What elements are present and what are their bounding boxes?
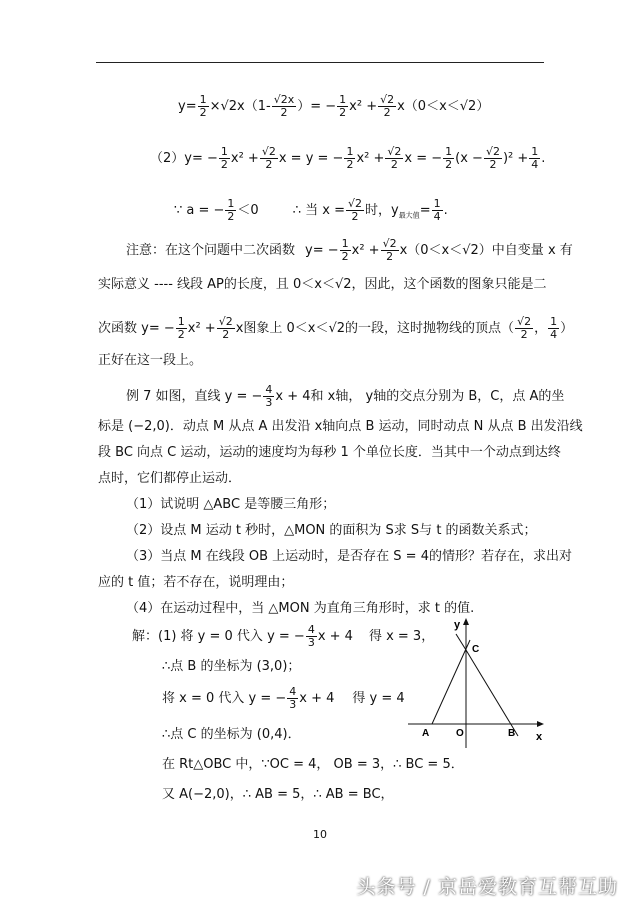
text: . <box>541 151 546 166</box>
subscript: 最大值 <box>398 211 420 220</box>
text: ×√2x（1- <box>209 99 271 114</box>
solution-line-1 <box>132 624 434 649</box>
numerator: 1 <box>433 197 441 210</box>
denominator: 3 <box>307 636 315 649</box>
fraction <box>263 384 274 409</box>
question-4: （4）在运动过程中，当 △MON 为直角三角形时，求 t 的值. <box>126 601 475 616</box>
note-line-1 <box>126 238 573 263</box>
denominator: 2 <box>386 250 394 263</box>
denominator: 2 <box>383 106 391 119</box>
numerator: 4 <box>289 685 297 698</box>
text: x = − <box>404 151 443 166</box>
fraction <box>529 146 540 171</box>
denominator: 2 <box>339 106 347 119</box>
text: 得 y = 4 <box>352 691 405 706</box>
text: 次函数 y= − <box>98 321 175 336</box>
label-x: x <box>536 731 543 743</box>
text: 得 x = 3， <box>368 629 435 644</box>
example-line-2: 标是 (−2,0)．动点 M 从点 A 出发沿 x轴向点 B 运动，同时动点 N 从点 B 出发沿线 <box>98 419 583 434</box>
fraction <box>340 238 351 263</box>
text: = <box>419 203 431 218</box>
note-line-2: 实际意义 ---- 线段 AP的长度，且 0＜x＜√2，因此，这个函数的图象只能是二 <box>98 277 547 292</box>
numerator: 1 <box>341 237 349 250</box>
fraction <box>381 238 399 263</box>
fraction <box>337 94 348 119</box>
denominator: 2 <box>341 250 349 263</box>
fraction <box>176 316 187 341</box>
fraction <box>378 94 396 119</box>
numerator: 1 <box>445 145 453 158</box>
numerator: √2 <box>382 237 397 250</box>
numerator: √2 <box>485 145 500 158</box>
equation-line-2 <box>150 146 545 171</box>
numerator: 1 <box>339 93 347 106</box>
numerator: 4 <box>265 383 273 396</box>
question-2: （2）设点 M 运动 t 秒时，△MON 的面积为 S求 S与 t 的函数关系式； <box>126 523 537 538</box>
x-axis-arrow <box>537 721 544 727</box>
denominator: 2 <box>220 158 228 171</box>
note-line-3 <box>98 316 573 341</box>
denominator: 2 <box>280 106 288 119</box>
denominator: 4 <box>433 210 441 223</box>
note-line-4: 正好在这一段上。 <box>98 353 203 368</box>
question-1: （1）试说明 △ABC 是等腰三角形； <box>126 497 336 512</box>
text: 例 7 如图，直线 y = − <box>126 389 263 404</box>
numerator: √2 <box>380 93 395 106</box>
fraction <box>287 686 298 711</box>
fraction <box>219 146 230 171</box>
denominator: 2 <box>177 328 185 341</box>
denominator: 4 <box>531 158 539 171</box>
fraction <box>198 94 209 119</box>
line-c-extension <box>456 634 466 650</box>
fraction <box>443 146 454 171</box>
text: ∴ 当 x = <box>292 203 345 218</box>
denominator: 2 <box>489 158 497 171</box>
question-3b: 应的 t 值；若不存在，说明理由； <box>98 575 294 590</box>
fraction <box>515 316 533 341</box>
equation-line-1 <box>178 94 489 119</box>
label-a: A <box>422 728 430 739</box>
text: ） <box>560 321 574 336</box>
denominator: 2 <box>520 328 528 341</box>
numerator: 1 <box>227 197 235 210</box>
text: x（0＜x＜√2） <box>397 99 490 114</box>
solution-line-2: ∴点 B 的坐标为 (3,0)； <box>162 659 301 674</box>
label-b: B <box>508 728 516 739</box>
label-y: y <box>454 619 461 631</box>
denominator: 4 <box>550 328 558 341</box>
y-axis-arrow <box>463 618 469 625</box>
fraction <box>260 146 278 171</box>
text: . <box>443 203 448 218</box>
fraction <box>306 624 317 649</box>
text: (x − <box>455 151 483 166</box>
fraction <box>272 94 297 119</box>
solution-line-4: ∴点 C 的坐标为 (0,4)． <box>162 727 301 742</box>
equation-line-3 <box>174 198 448 225</box>
numerator: 1 <box>177 315 185 328</box>
numerator: 1 <box>550 315 558 328</box>
fraction <box>385 146 403 171</box>
text: （2）y= − <box>150 151 218 166</box>
numerator: √2x <box>273 93 295 106</box>
coordinate-figure <box>400 612 550 752</box>
text: 时，y <box>364 203 399 218</box>
text: 解：(1) 将 y = 0 代入 y = − <box>132 629 305 644</box>
fraction <box>346 198 364 223</box>
text: 注意：在这个问题中二次函数 <box>126 243 296 258</box>
fraction <box>548 316 559 341</box>
text: y= − <box>305 243 339 258</box>
numerator: 1 <box>346 145 354 158</box>
denominator: 2 <box>445 158 453 171</box>
numerator: √2 <box>387 145 402 158</box>
fraction <box>217 316 235 341</box>
question-3a: （3）当点 M 在线段 OB 上运动时，是否存在 S = 4的情形？若存在，求出对 <box>126 549 572 564</box>
example-line-1 <box>126 384 564 409</box>
text: x + 4和 x轴， y轴的交点分别为 B，C，点 A的坐 <box>275 389 565 404</box>
fraction <box>432 198 443 223</box>
numerator: 1 <box>531 145 539 158</box>
line-ac <box>432 640 470 724</box>
text: x（0＜x＜√2）中自变量 x 有 <box>399 243 573 258</box>
numerator: √2 <box>517 315 532 328</box>
numerator: √2 <box>218 315 233 328</box>
text: ＜0 <box>237 203 259 218</box>
text: y= <box>178 99 197 114</box>
label-o: O <box>456 728 464 739</box>
solution-line-6: 又 A(−2,0)，∴ AB = 5，∴ AB = BC， <box>162 787 394 802</box>
fraction <box>344 146 355 171</box>
text: x = y = − <box>278 151 344 166</box>
denominator: 3 <box>289 698 297 711</box>
denominator: 3 <box>265 396 273 409</box>
denominator: 2 <box>346 158 354 171</box>
solution-line-3 <box>162 686 405 711</box>
header-rule <box>96 62 544 63</box>
line-bc <box>466 650 518 736</box>
denominator: 2 <box>351 210 359 223</box>
text: ）= − <box>297 99 337 114</box>
text: ， <box>534 321 548 336</box>
text: x² + <box>351 243 380 258</box>
watermark: 头条号 / 京岳爱教育互帮互助 <box>356 876 618 898</box>
text: x + 4 <box>299 691 335 706</box>
label-c: C <box>472 644 480 655</box>
fraction <box>225 198 236 223</box>
text: x² + <box>349 99 378 114</box>
denominator: 2 <box>265 158 273 171</box>
example-line-4: 点时，它们都停止运动． <box>98 471 242 486</box>
denominator: 2 <box>199 106 207 119</box>
text: x² + <box>356 151 385 166</box>
text: ∵ a = − <box>174 203 225 218</box>
denominator: 2 <box>227 210 235 223</box>
numerator: 1 <box>199 93 207 106</box>
text: )² + <box>502 151 529 166</box>
text: x图象上 0＜x＜√2的一段，这时抛物线的顶点（ <box>235 321 515 336</box>
denominator: 2 <box>222 328 230 341</box>
solution-line-5: 在 Rt△OBC 中，∵OC = 4， OB = 3，∴ BC = 5． <box>162 757 464 772</box>
text: x² + <box>230 151 259 166</box>
numerator: √2 <box>347 197 362 210</box>
text: x² + <box>187 321 216 336</box>
example-line-3: 段 BC 向点 C 运动，运动的速度均为每秒 1 个单位长度．当其中一个动点到达终 <box>98 445 561 460</box>
numerator: √2 <box>261 145 276 158</box>
numerator: 4 <box>307 623 315 636</box>
numerator: 1 <box>220 145 228 158</box>
text: x + 4 <box>317 629 353 644</box>
text: 将 x = 0 代入 y = − <box>162 691 287 706</box>
denominator: 2 <box>390 158 398 171</box>
fraction <box>484 146 502 171</box>
page-number: 10 <box>313 828 327 841</box>
